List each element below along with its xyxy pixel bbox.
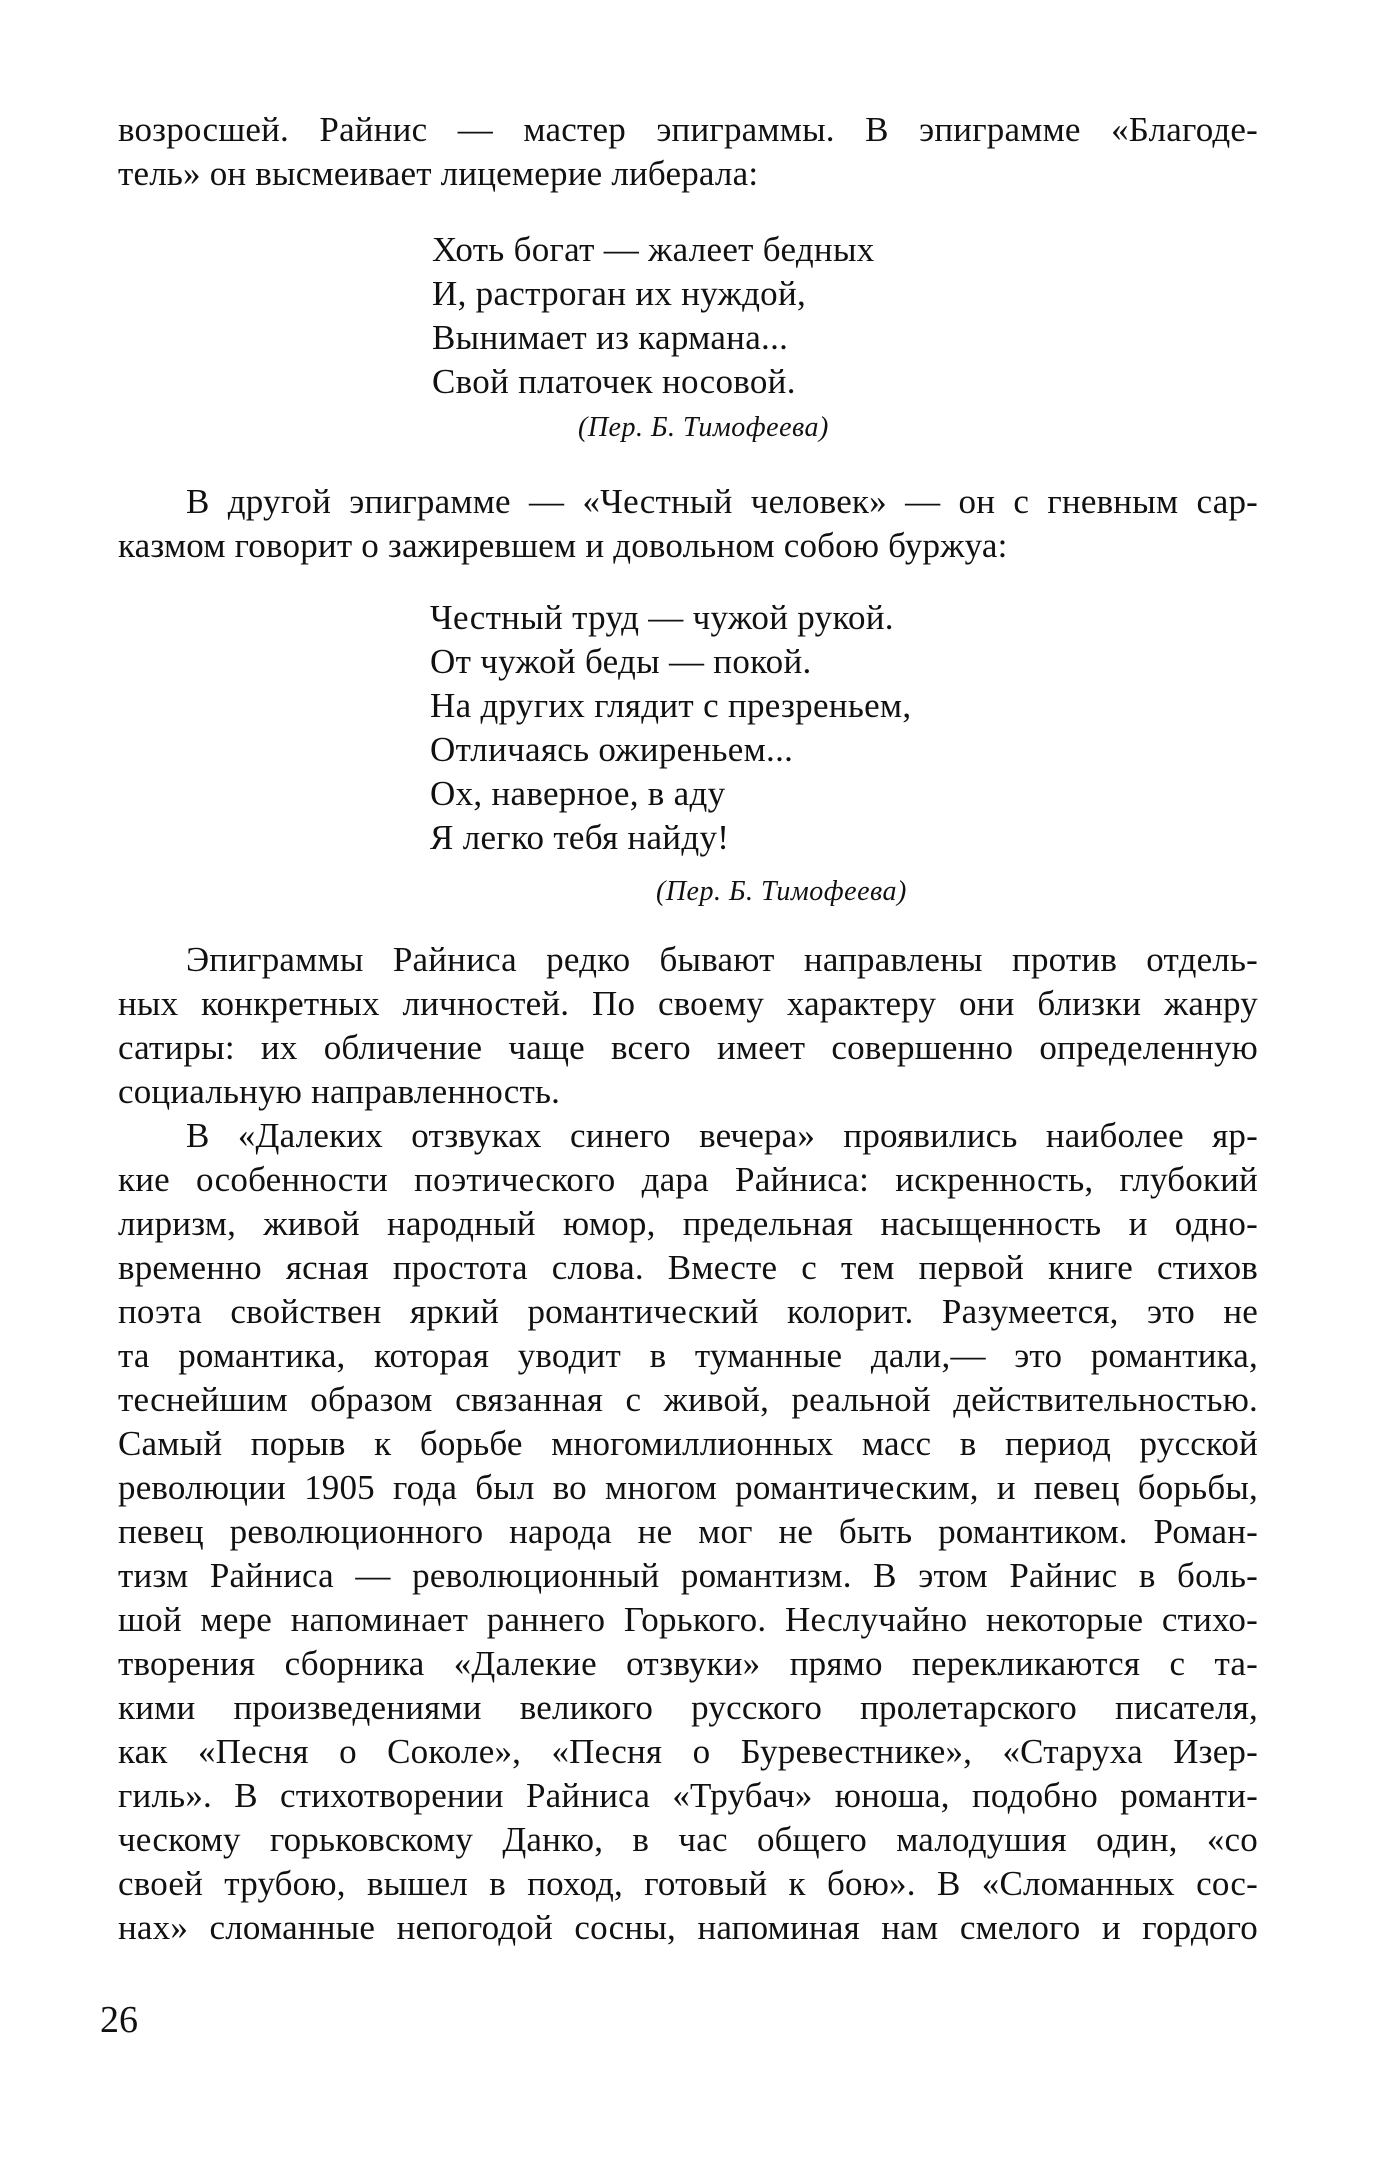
verse2-attribution: (Пер. Б. Тимофеева) (656, 876, 907, 907)
para2-line-2: казмом говорит о зажиревшем и довольном собою буржуа: (118, 526, 1008, 565)
para3-line-1: Эпиграммы Райниса редко бывают направлены против отдель- (186, 940, 1258, 979)
verse1-line-1: Хоть богат — жалеет бедных (432, 230, 875, 269)
para3-line-2: ных конкретных личностей. По своему характеру они близки жанру (118, 984, 1258, 1023)
para4-line-10: певец революционного народа не мог не быть романтиком. Роман- (118, 1512, 1258, 1551)
para4-line-17: ческому горьковскому Данко, в час общего малодушия один, «со (118, 1820, 1258, 1859)
intro-line-2: тель» он высмеивает лицемерие либерала: (118, 154, 759, 193)
para4-line-19: нах» сломанные непогодой сосны, напоминая нам смелого и гордого (118, 1908, 1258, 1947)
para4-line-1: В «Далеких отзвуках синего вечера» проявились наиболее яр- (186, 1116, 1258, 1155)
para2-line-1: В другой эпиграмме — «Честный человек» — он с гневным сар- (186, 482, 1258, 521)
para4-line-8: Самый порыв к борьбе многомиллионных масс в период русской (118, 1424, 1258, 1463)
para3-line-3: сатиры: их обличение чаще всего имеет совершенно определенную (118, 1028, 1258, 1067)
verse2-line-1: Честный труд — чужой рукой. (430, 598, 894, 637)
page-number: 26 (100, 1999, 138, 2041)
para4-line-11: тизм Райниса — революционный романтизм. В этом Райнис в боль- (118, 1556, 1258, 1595)
verse1-line-4: Свой платочек носовой. (432, 362, 796, 401)
para4-line-14: кими произведениями великого русского пролетарского писателя, (118, 1688, 1258, 1727)
para4-line-7: теснейшим образом связанная с живой, реальной действительностью. (118, 1380, 1258, 1419)
para4-line-18: своей трубою, вышел в поход, готовый к бою». В «Сломанных сос- (118, 1864, 1258, 1903)
para4-line-2: кие особенности поэтического дара Райниса: искренность, глубокий (118, 1160, 1258, 1199)
intro-line-1: возросшей. Райнис — мастер эпиграммы. В эпиграмме «Благоде- (118, 110, 1258, 149)
verse2-line-3: На других глядит с презреньем, (430, 686, 912, 725)
para4-line-15: как «Песня о Соколе», «Песня о Буревестнике», «Старуха Изер- (118, 1732, 1258, 1771)
verse1-line-3: Вынимает из кармана... (432, 318, 789, 357)
para4-line-3: лиризм, живой народный юмор, предельная насыщенность и одно- (118, 1204, 1258, 1243)
para4-line-5: поэта свойствен яркий романтический колорит. Разумеется, это не (118, 1292, 1258, 1331)
verse2-line-4: Отличаясь ожиреньем... (430, 730, 794, 769)
verse2-line-6: Я легко тебя найду! (430, 818, 730, 857)
para4-line-9: революции 1905 года был во многом романтическим, и певец борьбы, (118, 1468, 1258, 1507)
para4-line-16: гиль». В стихотворении Райниса «Трубач» юноша, подобно романти- (118, 1776, 1258, 1815)
para4-line-6: та романтика, которая уводит в туманные дали,— это романтика, (118, 1336, 1258, 1375)
verse2-line-2: От чужой беды — покой. (430, 642, 812, 681)
verse1-line-2: И, растроган их нуждой, (432, 274, 807, 313)
para4-line-4: временно ясная простота слова. Вместе с тем первой книге стихов (118, 1248, 1258, 1287)
para3-line-4: социальную направленность. (118, 1072, 561, 1111)
verse2-line-5: Ох, наверное, в аду (430, 774, 726, 813)
para4-line-13: творения сборника «Далекие отзвуки» прямо перекликаются с та- (118, 1644, 1258, 1683)
para4-line-12: шой мере напоминает раннего Горького. Неслучайно некоторые стихо- (118, 1600, 1258, 1639)
verse1-attribution: (Пер. Б. Тимофеева) (578, 412, 829, 443)
